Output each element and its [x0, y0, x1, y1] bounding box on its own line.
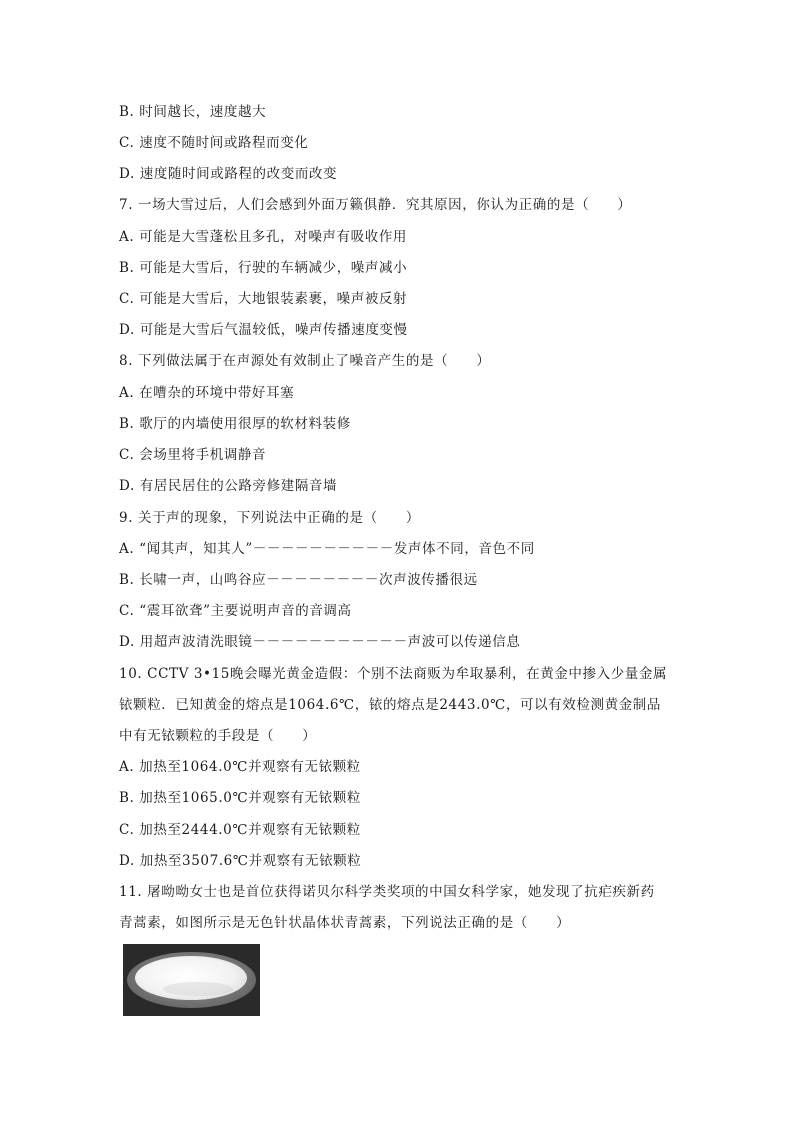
option-6c: C. 速度不随时间或路程而变化: [119, 135, 309, 151]
option-8b: B. 歌厅的内墙使用很厚的软材料装修: [119, 416, 351, 432]
option-10d: D. 加热至3507.6℃并观察有无铱颗粒: [119, 853, 362, 869]
artemisinin-photo: [123, 944, 260, 1016]
option-6b: B. 时间越长，速度越大: [119, 104, 267, 120]
question-9: 9. 关于声的现象，下列说法中正确的是（ ）: [119, 510, 420, 526]
option-8a: A. 在嘈杂的环境中带好耳塞: [119, 385, 295, 401]
option-9a: A. “闻其声，知其人”－－－－－－－－－－发声体不同，音色不同: [119, 541, 535, 557]
option-7b: B. 可能是大雪后，行驶的车辆减少，噪声减小: [119, 260, 408, 276]
option-9b: B. 长啸一声，山鸣谷应－－－－－－－－次声波传播很远: [119, 572, 478, 588]
option-10b: B. 加热至1065.0℃并观察有无铱颗粒: [119, 790, 361, 806]
option-9d: D. 用超声波清洗眼镜－－－－－－－－－－－声波可以传递信息: [119, 634, 521, 650]
question-8: 8. 下列做法属于在声源处有效制止了噪音产生的是（ ）: [119, 353, 491, 369]
option-10a: A. 加热至1064.0℃并观察有无铱颗粒: [119, 759, 361, 775]
option-6d: D. 速度随时间或路程的改变而改变: [119, 166, 338, 182]
option-8c: C. 会场里将手机调静音: [119, 447, 267, 463]
option-7c: C. 可能是大雪后，大地银装素裹，噪声被反射: [119, 291, 408, 307]
option-9c: C. “震耳欲聋”主要说明声音的音调高: [119, 603, 352, 619]
question-10-line-2: 铱颗粒．已知黄金的熔点是1064.6℃，铱的熔点是2443.0℃，可以有效检测黄金制品: [119, 697, 661, 713]
option-7a: A. 可能是大雪蓬松且多孔，对噪声有吸收作用: [119, 229, 408, 245]
option-10c: C. 加热至2444.0℃并观察有无铱颗粒: [119, 822, 361, 838]
option-8d: D. 有居民居住的公路旁修建隔音墙: [119, 478, 338, 494]
question-10-line-1: 10. CCTV 3•15晚会曝光黄金造假：个别不法商贩为牟取暴利，在黄金中掺入少量金属: [119, 666, 668, 682]
question-11-line-2: 青蒿素，如图所示是无色针状晶体状青蒿素，下列说法正确的是（ ）: [119, 915, 571, 931]
option-7d: D. 可能是大雪后气温较低，噪声传播速度变慢: [119, 322, 408, 338]
question-10-line-3: 中有无铱颗粒的手段是（ ）: [119, 728, 317, 744]
question-7: 7. 一场大雪过后，人们会感到外面万籁俱静．究其原因，你认为正确的是（ ）: [119, 197, 632, 213]
question-11-line-1: 11. 屠呦呦女士也是首位获得诺贝尔科学类奖项的中国女科学家，她发现了抗疟疾新药: [119, 884, 655, 900]
powder-highlight: [163, 982, 233, 996]
